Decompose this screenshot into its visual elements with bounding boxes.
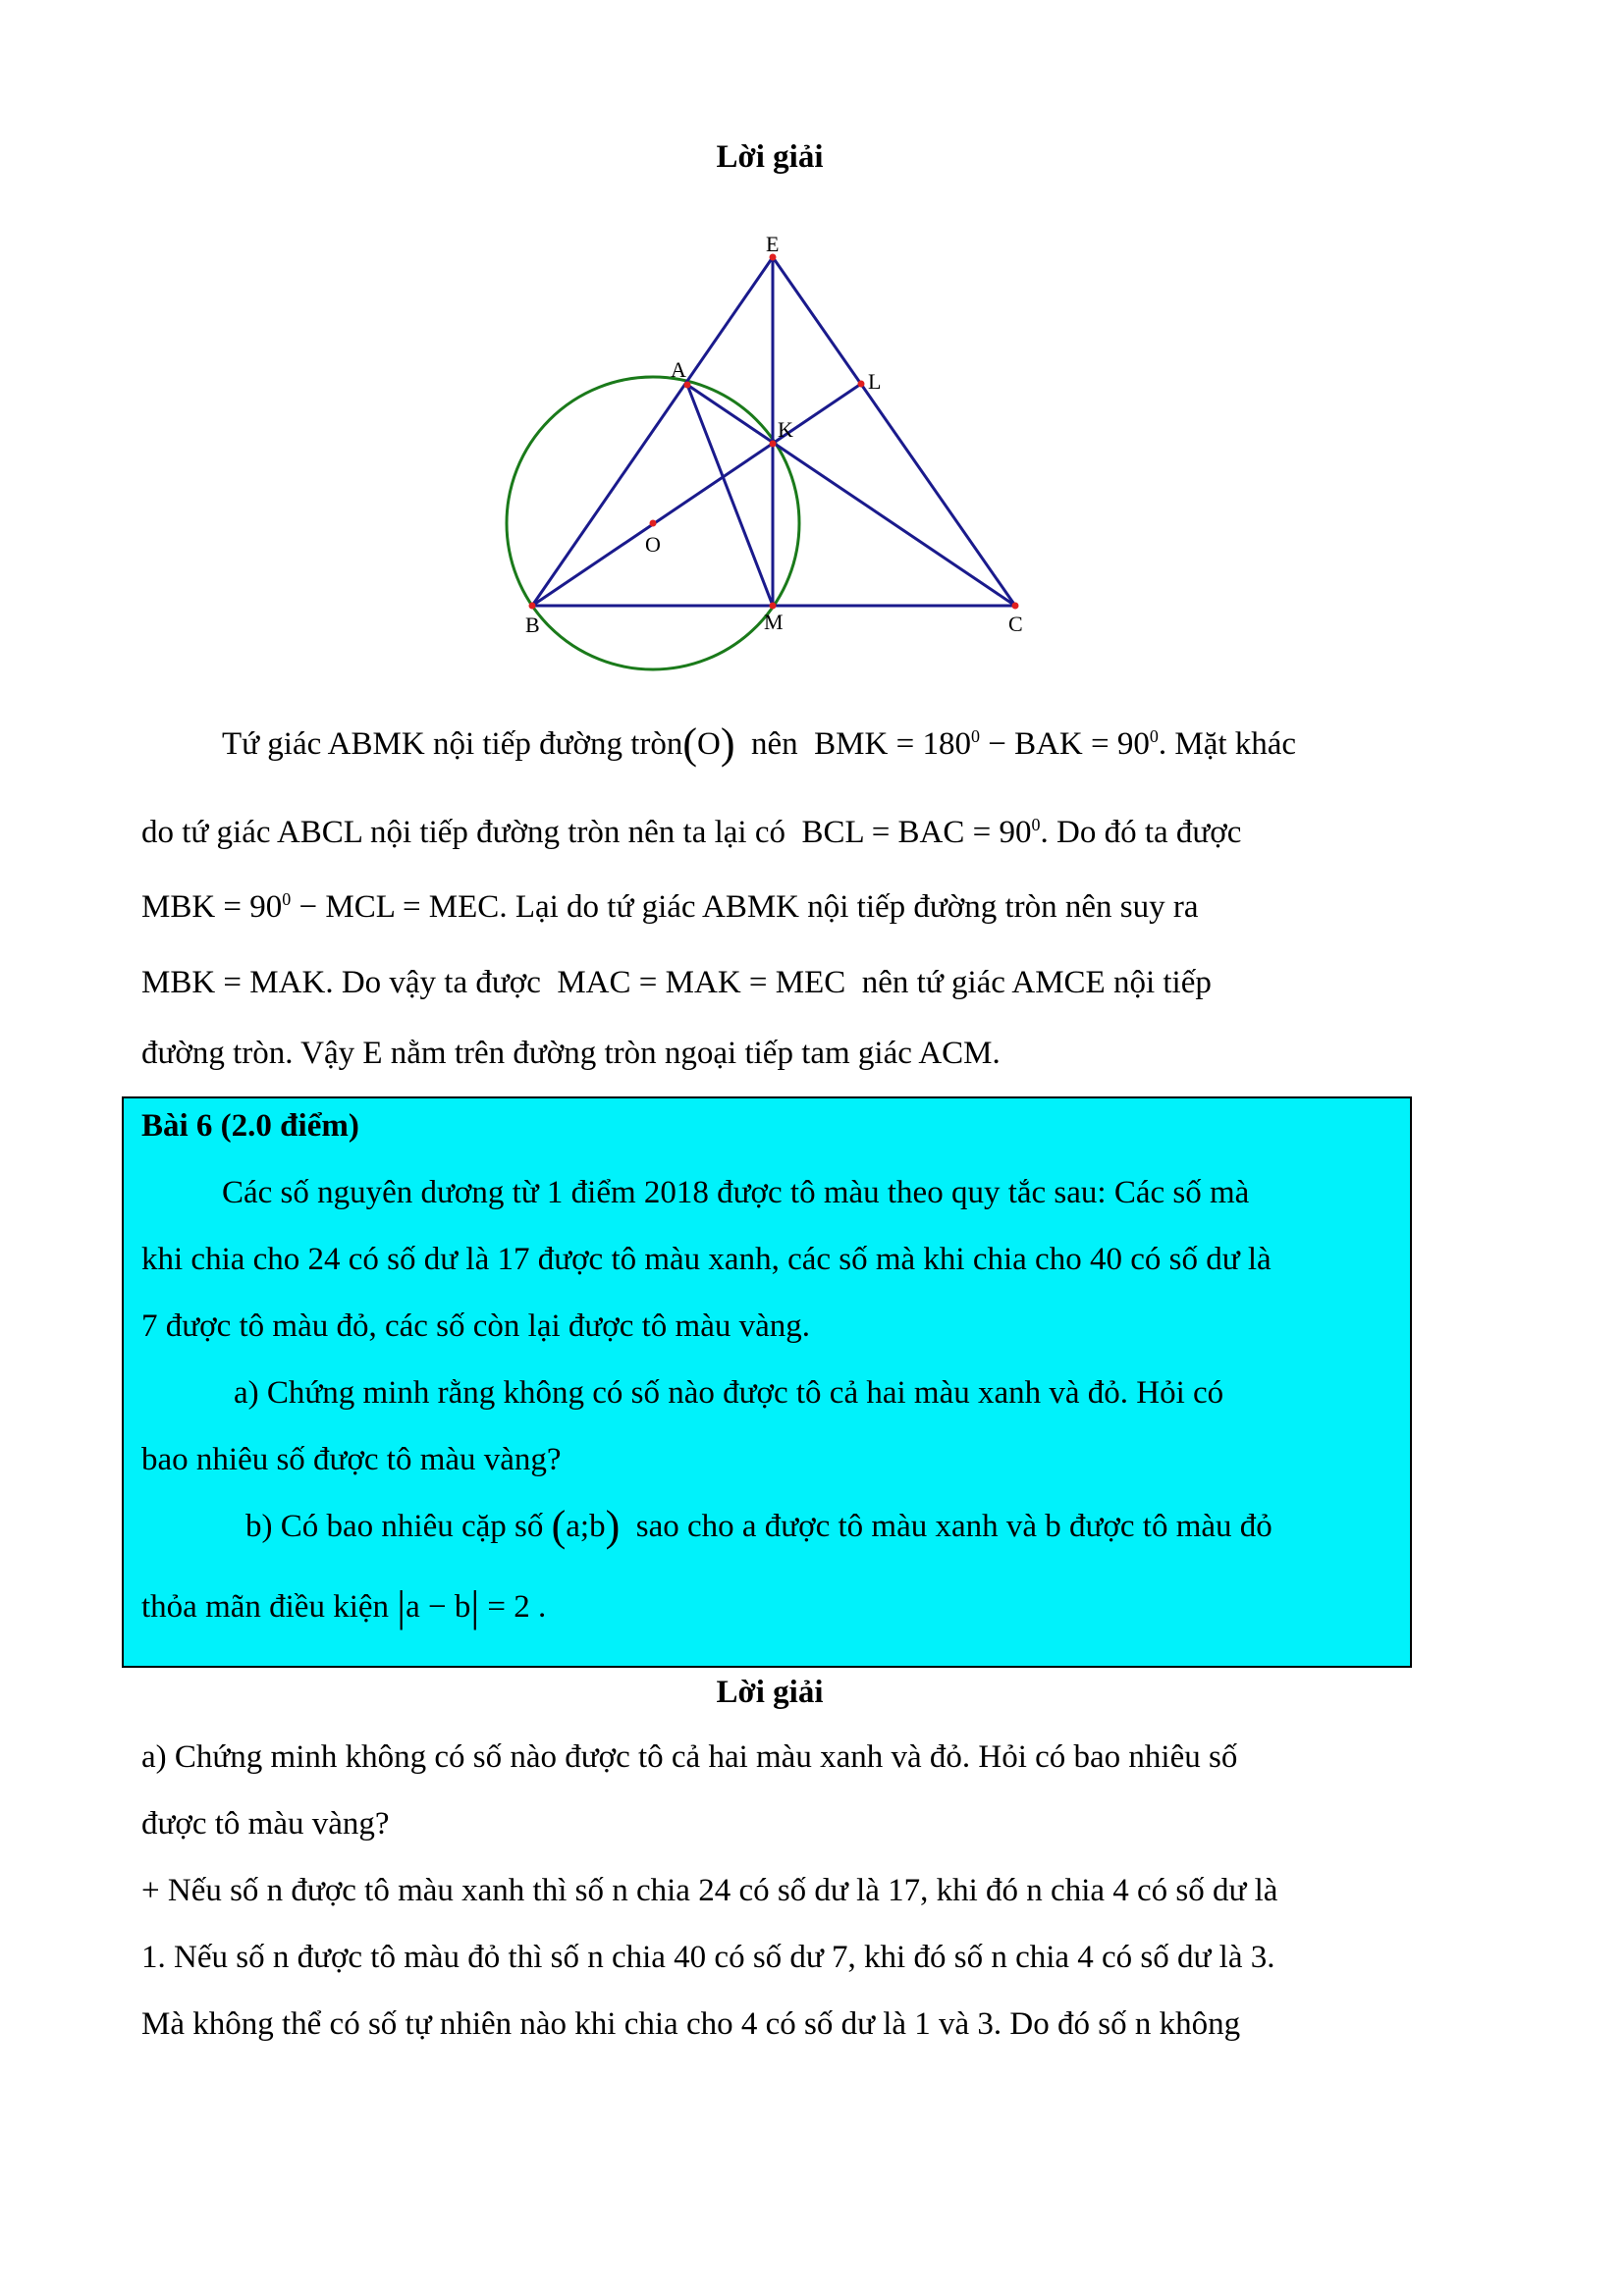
abs-bar: | bbox=[397, 1582, 406, 1630]
math-expr bbox=[141, 889, 499, 925]
math-expr: MBK = MAK bbox=[141, 965, 326, 1000]
solution-a-1: a) Chứng minh không có số nào được tô cả hai màu xanh và đỏ. Hỏi có bao nhiêu số bbox=[141, 1739, 1238, 1775]
point-m bbox=[770, 603, 777, 610]
point-c bbox=[1012, 603, 1019, 610]
segment-ac bbox=[687, 385, 1015, 606]
solution-line-1: + Nếu số n được tô màu xanh thì số n chia 24 có số dư là 17, khi đó n chia 4 có số dư là bbox=[141, 1873, 1278, 1908]
point-l bbox=[858, 381, 865, 388]
math-expr bbox=[801, 815, 1040, 850]
text: Tứ giác ABMK nội tiếp đường tròn bbox=[222, 726, 683, 762]
paren-open: ( bbox=[682, 720, 698, 768]
sup: 0 bbox=[282, 889, 292, 909]
text: sao cho a được tô màu xanh và b được tô màu đỏ bbox=[635, 1509, 1272, 1544]
solution-line-3: Mà không thể có số tự nhiên nào khi chia cho 4 có số dư là 1 và 3. Do đó số n không bbox=[141, 2006, 1241, 2042]
label-o: O bbox=[645, 532, 661, 557]
solution-a-2: được tô màu vàng? bbox=[141, 1806, 390, 1842]
text: . Lại do tứ giác ABMK nội tiếp đường tròn nên suy ra bbox=[499, 889, 1199, 925]
geometry-figure bbox=[0, 0, 1624, 707]
question-a-2: bao nhiêu số được tô màu vàng? bbox=[141, 1442, 562, 1477]
question-b-2 bbox=[141, 1582, 1396, 1630]
question-a-1: a) Chứng minh rằng không có số nào được tô cả hai màu xanh và đỏ. Hỏi có bbox=[234, 1375, 1224, 1411]
solution-line-2: 1. Nếu số n được tô màu đỏ thì số n chia 40 có số dư 7, khi đó số n chia 4 có số dư là 3. bbox=[141, 1940, 1275, 1975]
math-expr: a − b bbox=[406, 1589, 471, 1625]
segment-bl bbox=[532, 384, 861, 606]
proof-line-2 bbox=[141, 815, 1398, 851]
abs-bar: | bbox=[470, 1582, 480, 1630]
label-c: C bbox=[1008, 612, 1023, 636]
text: b) Có bao nhiêu cặp số bbox=[245, 1509, 544, 1544]
text: O bbox=[697, 726, 721, 762]
text: nên bbox=[751, 726, 798, 762]
label-k: K bbox=[778, 417, 793, 442]
paren-close: ) bbox=[720, 720, 735, 768]
segment-am bbox=[687, 385, 773, 606]
point-k bbox=[770, 441, 777, 448]
point-o bbox=[650, 520, 657, 527]
math-expr bbox=[814, 726, 1159, 762]
label-m: M bbox=[764, 610, 784, 634]
point-b bbox=[529, 603, 536, 610]
proof-line-4 bbox=[141, 965, 1398, 1001]
math-expr: MAC = MAK = MEC bbox=[557, 965, 846, 1000]
paren-close: ) bbox=[605, 1502, 621, 1550]
question-b-1 bbox=[245, 1502, 1396, 1550]
problem-text-3: 7 được tô màu đỏ, các số còn lại được tô màu vàng. bbox=[141, 1308, 810, 1344]
text: BMK = 180 bbox=[814, 726, 971, 762]
proof-line-1 bbox=[222, 720, 1398, 768]
label-l: L bbox=[868, 369, 882, 394]
heading-solution-2: Lời giải bbox=[716, 1675, 824, 1710]
point-a bbox=[684, 382, 691, 389]
text: − MCL = MEC bbox=[291, 889, 500, 925]
math-expr: = 2 . bbox=[479, 1589, 547, 1625]
proof-line-3 bbox=[141, 889, 1398, 926]
text: nên tứ giác AMCE nội tiếp bbox=[861, 965, 1212, 1000]
problem-text-2: khi chia cho 24 có số dư là 17 được tô màu xanh, các số mà khi chia cho 40 có số dư là bbox=[141, 1242, 1272, 1277]
sup: 0 bbox=[1149, 726, 1159, 746]
problem-title: Bài 6 (2.0 điểm) bbox=[141, 1108, 359, 1144]
proof-line-5: đường tròn. Vậy E nằm trên đường tròn ngoại tiếp tam giác ACM. bbox=[141, 1036, 1001, 1071]
text: BCL = BAC = 90 bbox=[801, 815, 1032, 850]
text: MBK = 90 bbox=[141, 889, 283, 925]
sup: 0 bbox=[1031, 815, 1041, 834]
label-a: A bbox=[671, 357, 686, 382]
label-e: E bbox=[766, 232, 780, 256]
text: . Mặt khác bbox=[1158, 726, 1297, 762]
paren-open: ( bbox=[551, 1502, 567, 1550]
math-expr: a;b bbox=[566, 1509, 606, 1544]
label-b: B bbox=[525, 613, 540, 637]
problem-box bbox=[122, 1096, 1412, 1668]
text: . Do đó ta được bbox=[1040, 815, 1242, 850]
problem-text-1: Các số nguyên dương từ 1 điểm 2018 được tô màu theo quy tắc sau: Các số mà bbox=[222, 1175, 1250, 1210]
text: . Do vậy ta được bbox=[325, 965, 541, 1000]
sup: 0 bbox=[970, 726, 980, 746]
segment-ec bbox=[773, 257, 1015, 606]
text: − BAK = 90 bbox=[979, 726, 1150, 762]
heading-solution: Lời giải bbox=[716, 139, 824, 175]
text: thỏa mãn điều kiện bbox=[141, 1589, 390, 1625]
text: do tứ giác ABCL nội tiếp đường tròn nên ta lại có bbox=[141, 815, 785, 850]
